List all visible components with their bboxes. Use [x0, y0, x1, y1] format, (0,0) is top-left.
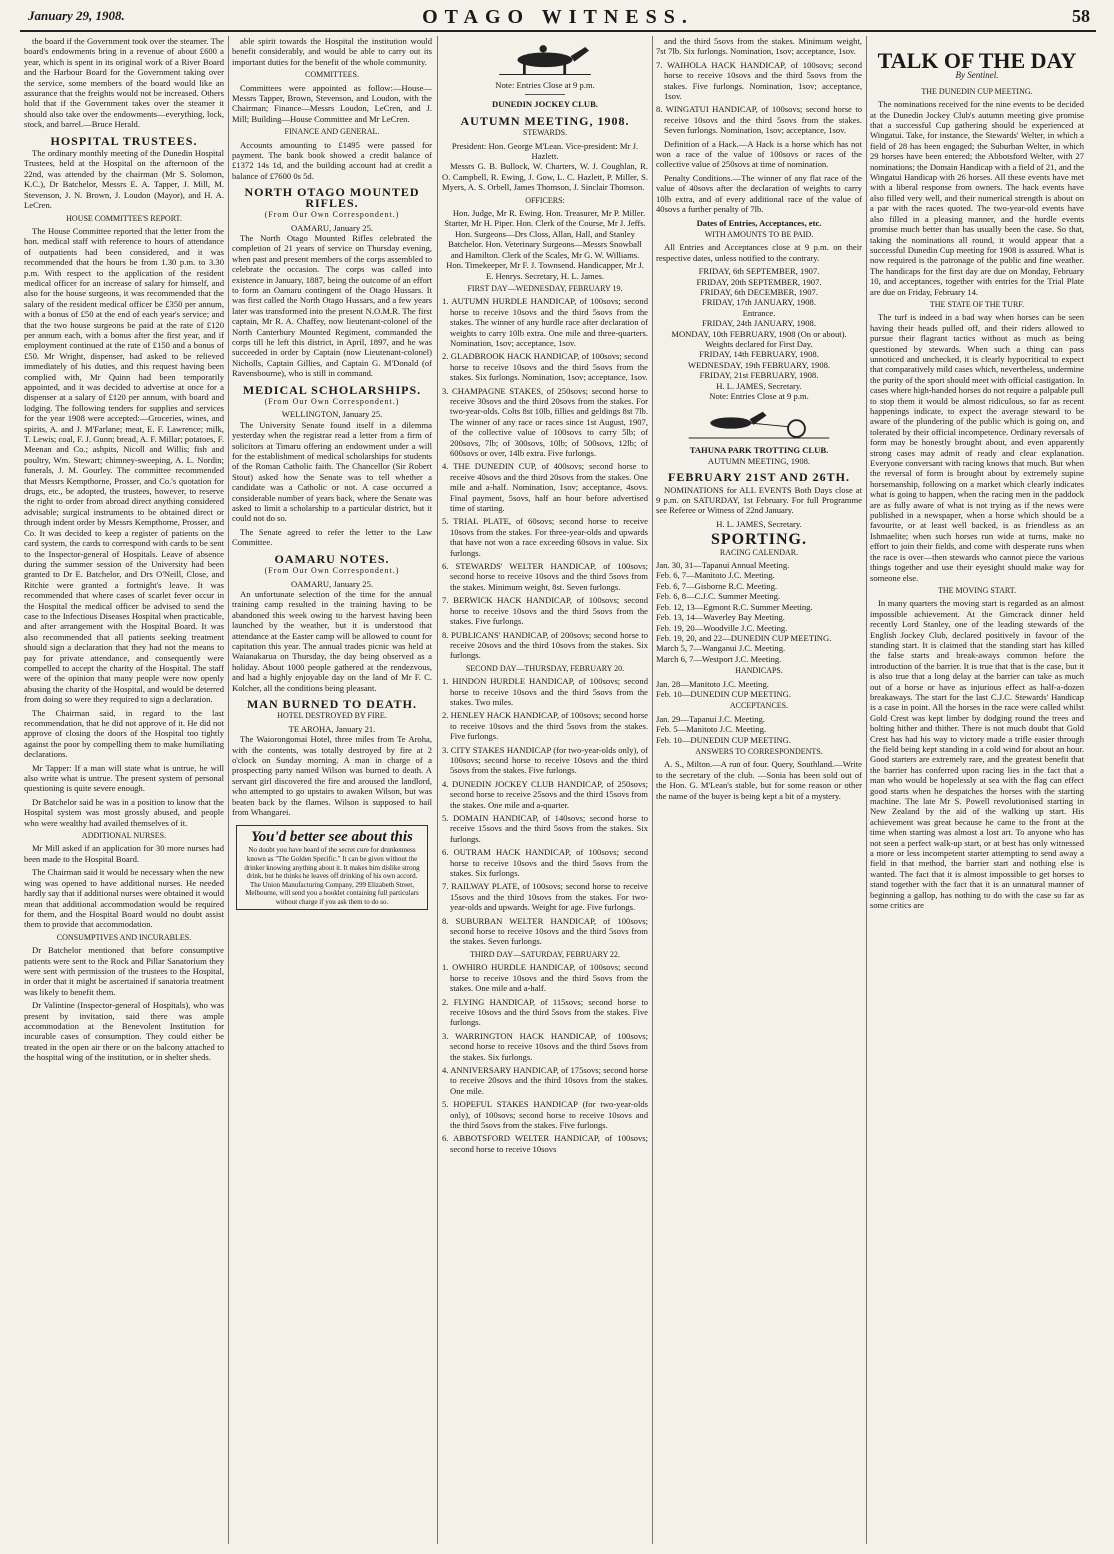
headline-man-burned: MAN BURNED TO DEATH.	[246, 696, 418, 711]
dateline: WELLINGTON, January 25.	[281, 409, 383, 420]
race-entry: 6. OUTRAM HACK HANDICAP, of 100sovs; second horse to receive 10sovs and the third 5sovs from the stakes. Six furlongs.	[442, 847, 648, 879]
article-paragraph: The House Committee reported that the letter from the hon. medical staff with reference to hours of attendance of outpatients had been considered, and it was recommended that the hours be from 1.30 p.m. to 3.30 p.m. With respect to the application of the resident medical officer for an increase of salary for himself, and also for the house surgeons, it was recommended that the salary of the resident medical officer be £350 per annum, with a bonus of £50 at the end of each year's service; and that the two house surgeons be paid at the rate of £120 per annum each, with a bonus after the first year, and if employment continued at the rate of £150 and a bonus of £50. Mr Wright, dispenser, had asked to be relieved immediately of his duties, and this request having been complied with, Mr Quinn had been temporarily appointed, and it was decided to advertise at once for a dispenser at a salary of £120 per annum, with board and lodging. The following tenders for supplies and services for the year 1908 were accepted:—Groceries, wines, and spirits, A. and J. M'Farlane; meat, E. F. Lawrence; milk, T. Lewis; coal, F. J. Gunn; bread, A. F. Millar; potatoes, F. Meenan and Co.; ashpits, Nicoll and Willis; fish and poultry, Wm. Stewart; chimney-sweeping, A. L. Nordin; funerals, J. M. Gourley. The committee recommended that Messrs Kempthorne, Prosser, and Co.'s quotation for drugs, etc., be adopted, the trustees, however, to reserve the right to order from abroad direct anything considered advisable; surgical instruments to be obtained direct or through indent order by Messrs Kempthorne, Prosser, and Co. It was decided to keep a register of patients on the card system, the cards to correspond with cards to be sent to the Inspector-general of Hospitals. Leave of absence during the summer session of the University had been granted to Dr E. Batchelor, and Drs O'Neill, Close, and Ritchie were granted a fortnight's leave. It was recommended that where cases of scarlet fever occur in the Hospital the medical officer be advised to send the case to the Infectious Diseases Hospital when practicable, and after arrangement with the Hospital Board. It was also recommended that all patients seeking treatment should sign a declaration that they had not the means to pay for private attendance, and consequently were compelled to accept the charity of the Hospital. The staff were of the opinion that many people were now openly abusing the charity of the Hospital, and would be deterred from doing so were they required to sign a declaration.	[24, 225, 224, 705]
headline-hospital-trustees: HOSPITAL TRUSTEES.	[50, 133, 198, 148]
subheading: HOUSE COMMITTEE'S REPORT.	[66, 213, 182, 223]
date-line: FRIDAY, 21st FEBRUARY, 1908.	[699, 370, 819, 381]
article-paragraph: The Senate agreed to refer the letter to the Law Committee.	[232, 526, 432, 548]
list-item: March 5, 7—Wanganui J.C. Meeting.	[656, 643, 786, 654]
article-paragraph: The nominations received for the nine events to be decided at the Dunedin Jockey Club's autumn meeting give promise that a successful Cup gathering should be experienced at Wingatui. Take, for instance, the Stewards' Welter, in which a field of 28 has been engaged; the Suburban Welter, in which 29 horses have been entered; the Abbotsford Welter, with 27 nominations; the Domain Handicap with a field of 21, and the Wingatui Handicap with 26 horses. All these events have met with a liberal response from owners. The hack events have also filled very well, and their numerical strength is about on a par with the races quoted. The two-year-old events have also filled in a pleasing manner, and the hurdle events promise much better than has usually been the case. So that, taking the nominations all round, it would appear that a successful Dunedin Cup meeting for 1908 is assured. What is now required is the patronage of the public and fine weather. The handicaps for the first day are due on Monday, February 10, and acceptances, together with entries for the Trial Plate are due on Friday, February 14.	[870, 99, 1084, 297]
article-paragraph: The North Otago Mounted Rifles celebrated the completion of 21 years of service on Thursday evening, when past and present members of the corps assembled to celebrate the occasion. The corps was called into existence in January, 1887, being the outcome of an effort to form an Oamaru contingent of the Otago Hussars. It was first called the North Otago Hussars, and a few years later was transformed into the present N.O.M.R. The first captain, Mr R. A. Chaffey, now lieutenant-colonel of the North Canterbury Mounted Regiment, commanded the corps till he left this district, in April, 1897, and he was succeeded in order by Captain (now Lieutenant-colonel) Nicholls, Captain Gillies, and Captain G. M'Donald (of Ravensbourne), who is still in command.	[232, 232, 432, 379]
list-item: Feb. 10—DUNEDIN CUP MEETING.	[656, 688, 792, 699]
subheading: COMMITTEES.	[305, 70, 359, 80]
race-day-heading: FIRST DAY—WEDNESDAY, FEBRUARY 19.	[467, 283, 623, 293]
column-rule	[866, 36, 867, 1544]
club-name: DUNEDIN JOCKEY CLUB.	[492, 99, 598, 110]
subheading: RACING CALENDAR.	[719, 547, 799, 557]
list-item: Feb. 12, 13—Egmont R.C. Summer Meeting.	[656, 601, 813, 612]
article-paragraph: Committees were appointed as follow:—House—Messrs Tapper, Brown, Stevenson, and Loudon, with the Chairman; Finance—Messrs Loudon, LeCren, and J. Mill; Building—House Committee and Mr LeCren.	[232, 82, 432, 124]
trotting-body: NOMINATIONS for ALL EVENTS Both Days close at 9 p.m. on SATURDAY, 1st February. For full Programme see Referee or Witness of 22nd January.	[656, 484, 862, 516]
article-paragraph: The Chairman said it would be necessary when the new wing was opened to have additional nurses. He needed hardly say that if additional nurses were obtained it would mean that additional accommodation would be required for them, and the Hospital Board would no doubt assist them to provide that accommodation.	[24, 867, 224, 930]
race-entry: 8. PUBLICANS' HANDICAP, of 200sovs; second horse to receive 20sovs and the third 10sovs from the stakes. Six furlongs.	[442, 629, 648, 661]
entries-note: Note: Entries Close at 9 p.m.	[709, 391, 809, 401]
race-entry: 6. STEWARDS' WELTER HANDICAP, of 100sovs; second horse to receive 10sovs and the third 5sovs from the stakes. Minimum weight, 8st. Seven furlongs.	[442, 561, 648, 592]
trotting-dates: FEBRUARY 21ST AND 26TH.	[668, 470, 850, 485]
issue-date: January 29, 1908.	[28, 8, 125, 23]
signature: H. L. JAMES, Secretary.	[716, 380, 802, 391]
article-paragraph: Dr Batchelor mentioned that before consumptive patients were sent to the Rock and Pillar Sanatorium they were sent with permission of the trustees to the Hospital, in order that it might be ascertained if sanatoria treatment was likely to benefit them.	[24, 945, 224, 997]
subheading: FINANCE AND GENERAL.	[284, 127, 380, 137]
headline-medical-scholarships: MEDICAL SCHOLARSHIPS.	[242, 382, 422, 397]
date-line: MONDAY, 10th FEBRUARY, 1908 (On or about).	[671, 328, 847, 339]
article-paragraph: The ordinary monthly meeting of the Dunedin Hospital Trustees, held at the Hospital on the afternoon of the 22nd, was attended by the chairman (Mr S. Solomon, K.C.), Dr Batchelor, Messrs E. A. Tapper, J. Mill, M. Stevenson, J. N. Brown, J. Loudon (Mayor), and H. A. LeCren.	[24, 148, 224, 211]
race-entry: 7. BERWICK HACK HANDICAP, of 100sovs; second horse to receive 10sovs and the third 5sovs from the stakes. Five furlongs.	[442, 595, 648, 627]
signature: H. L. JAMES, Secretary.	[716, 518, 802, 529]
race-day-heading: SECOND DAY—THURSDAY, FEBRUARY 20.	[465, 663, 625, 673]
column-rule	[652, 36, 653, 1544]
article-paragraph: Accounts amounting to £1495 were passed for payment. The bank book showed a credit balance of £1372 14s 1d, and the building account had at credit a balance of £7600 0s 5d.	[232, 139, 432, 181]
race-entry: 1. OWHIRO HURDLE HANDICAP, of 100sovs; second horse to receive 10sovs and the third 5sovs from the stakes. One mile and a-half.	[442, 962, 648, 994]
race-entry: 8. SUBURBAN WELTER HANDICAP, of 100sovs; second horse to receive 10sovs and the third 5sovs from the stakes. Seven furlongs.	[442, 915, 648, 947]
list-item: Feb. 19, 20—Woodville J.C. Meeting.	[656, 622, 788, 633]
list-item: Feb. 5—Manitoto J.C. Meeting.	[656, 724, 767, 735]
headline-oamaru-notes: OAMARU NOTES.	[274, 551, 390, 566]
article-paragraph: A. S., Milton.—A run of four. Query, Southland.—Write to the secretary of the club. —Sonia has been sold out of the Hon. G. M'Lean's stable, but for some reason or other the name of the buyer is being kept a bit of a mystery.	[656, 759, 862, 801]
race-entry: 3. WARRINGTON HACK HANDICAP, of 100sovs; second horse to receive 10sovs and the third 5sovs from the stakes. Six furlongs.	[442, 1030, 648, 1062]
date-line: WEDNESDAY, 19th FEBRUARY, 1908.	[687, 359, 831, 370]
headline-autumn-meeting: AUTUMN MEETING, 1908.	[460, 113, 630, 128]
race-entry: 2. FLYING HANDICAP, of 115sovs; second horse to receive 10sovs and the third 5sovs from the stakes. Five furlongs.	[442, 996, 648, 1028]
article-paragraph: The University Senate found itself in a dilemma yesterday when the registrar read a letter from a firm of solicitors at Timaru offering an endowment under a will for the establishment of medical scholarships for students of the Roman Catholic faith. The Chancellor (Sir Robert Stout) asked how the Senate was to tell whether a candidate was a Catholic or not. A case occurred a considerable number of years back, where the Senate was asked to limit a scholarship to a particular district, but it could not do so.	[232, 419, 432, 524]
race-entry: 2. GLADBROOK HACK HANDICAP, of 100sovs; second horse to receive 10sovs and the third 5sovs from the stakes. Six furlongs. Nomination, 1sov; acceptance, 1sov.	[442, 351, 648, 383]
newspaper-title: OTAGO WITNESS.	[422, 6, 694, 28]
dateline: TE AROHA, January 21.	[288, 723, 376, 734]
trotting-club-name: TAHUNA PARK TROTTING CLUB.	[689, 445, 829, 456]
list-item: Jan. 29—Tapanui J.C. Meeting.	[656, 713, 765, 724]
article-paragraph: able spirit towards the Hospital the institution would benefit considerably, and would be able to carry out its important duties for the benefit of the whole community.	[232, 36, 432, 67]
subheading: WITH AMOUNTS TO BE PAID.	[704, 229, 814, 239]
entrance-label: Entrance.	[742, 307, 776, 318]
dates-heading: Dates of Entries, Acceptances, etc.	[696, 217, 822, 228]
race-entry: and the third 5sovs from the stakes. Minimum weight, 7st 7lb. Six furlongs. Nomination, 1sov; acceptance, 1sov.	[656, 36, 862, 57]
subheading: ANSWERS TO CORRESPONDENTS.	[695, 746, 823, 756]
subheading: HOTEL DESTROYED BY FIRE.	[277, 711, 387, 721]
subheading: CONSUMPTIVES AND INCURABLES.	[56, 932, 192, 942]
race-entry: 5. DOMAIN HANDICAP, of 140sovs; second horse to receive 15sovs and the third 5sovs from the stakes. Six furlongs.	[442, 813, 648, 844]
date-line: FRIDAY, 6th SEPTEMBER, 1907.	[698, 266, 820, 277]
list-item: Feb. 6, 7—Manitoto J.C. Meeting.	[656, 570, 775, 581]
subheading: ADDITIONAL NURSES.	[81, 831, 167, 841]
penalty-paragraph: Penalty Conditions.—The winner of any flat race of the value of 40sovs after the declaration of weights to carry 10lb extra, and of every additional race of the value of 40sovs a further penalty of 7lb.	[656, 172, 862, 215]
subheading: THE DUNEDIN CUP MEETING.	[921, 86, 1033, 96]
date-line: FRIDAY, 6th DECEMBER, 1907.	[700, 286, 818, 297]
masthead	[20, 6, 1096, 32]
column-5	[870, 36, 1084, 1544]
trotting-meeting: AUTUMN MEETING, 1908.	[707, 455, 811, 466]
racing-calendar-list	[656, 560, 862, 664]
race-day-heading: THIRD DAY—SATURDAY, FEBRUARY 22.	[470, 949, 620, 959]
ad-script-heading: You'd better see about this	[251, 829, 413, 846]
subheading: THE MOVING START.	[937, 585, 1017, 595]
list-item: Jan. 30, 31—Tapanui Annual Meeting.	[656, 560, 790, 571]
article-paragraph: Dr Batchelor said he was in a position to know that the Hospital system was most grossly abused, and people who were wealthy had availed themselves of it.	[24, 796, 224, 828]
dateline: OAMARU, January 25.	[290, 222, 374, 233]
byline: By Sentinel.	[955, 70, 999, 81]
entries-note: Note: Entries Close at 9 p.m.	[495, 80, 595, 90]
article-paragraph: The Chairman said, in regard to the last recommendation, that he did not approve of it. He did not approve of closing the doors of the Hospital too tightly against the poor by compelling them to make humiliating declarations.	[24, 707, 224, 760]
headline-north-otago-rifles: NORTH OTAGO MOUNTED RIFLES.	[244, 185, 420, 210]
column-1	[24, 36, 224, 1544]
racehorse-vignette-icon	[490, 38, 600, 78]
list-item: Feb. 13, 14—Waverley Bay Meeting.	[656, 612, 785, 623]
date-line: FRIDAY, 14th FEBRUARY, 1908.	[699, 349, 819, 360]
ad-body: No doubt you have heard of the secret cure for drunkenness known as "The Golden Specific." It can be given without the drinker knowing anything about it. It makes him dislike strong drink, but he thinks he leaves off drinking of his own accord. The Union Manufacturing Company, 299 Elizabeth Street, Melbourne, will send you a booklet containing full particulars without charge if you ask them to do so.	[244, 846, 420, 906]
race-entry: 1. HINDON HURDLE HANDICAP, of 100sovs; second horse to receive 10sovs and the third 5sovs from the stakes. Two miles.	[442, 676, 648, 707]
race-entry: 3. CITY STAKES HANDICAP (for two-year-olds only), of 100sovs; second horse to receive 10sovs and the third 5sovs from the stakes. Five furlongs.	[442, 744, 648, 776]
credit-line: (From Our Own Correspondent.)	[264, 397, 400, 406]
subheading: STEWARDS.	[522, 128, 568, 138]
trotting-horse-icon	[684, 403, 834, 443]
page-number: 58	[1072, 6, 1090, 26]
dates-paragraph: All Entries and Acceptances close at 9 p.m. on their respective dates, unless notified to the contrary.	[656, 242, 862, 263]
list-item: March 6, 7—Westport J.C. Meeting.	[656, 653, 782, 664]
race-entry: 1. AUTUMN HURDLE HANDICAP, of 100sovs; second horse to receive 10sovs and the third 5sovs from the stakes. The winner of any hurdle race after declaration of weights to carry 10lb extra. One mile and three-quarters. Nomination, 1sov; acceptance, 1sov.	[442, 296, 648, 348]
advertisement-golden-specific	[236, 825, 428, 909]
subheading: HANDICAPS.	[735, 666, 783, 676]
definition-paragraph: Definition of a Hack.—A Hack is a horse which has not won a race of the value of 100sovs or races of the collective value of 250sovs at time of nomination.	[656, 138, 862, 170]
credit-line: (From Our Own Correspondent.)	[264, 566, 400, 576]
article-paragraph: Dr Valintine (Inspector-general of Hospitals), who was present by invitation, said there was ample accommodation at the Benevolent Institution for incurable cases of consumption. They could either be treated in the open air there or on the balcony attached to the hospital wing of the institution, or in shelter sheds.	[24, 1000, 224, 1063]
race-entry: 5. HOPEFUL STAKES HANDICAP (for two-year-olds only), of 100sovs; second horse to receive 10sovs and the third 5sovs from the stakes. Five furlongs.	[442, 1099, 648, 1130]
list-item: Feb. 6, 8—C.J.C. Summer Meeting.	[656, 591, 781, 602]
column-3	[442, 36, 648, 1544]
headline-sporting: SPORTING.	[710, 531, 807, 549]
officers-list: Hon. Judge, Mr R. Ewing. Hon. Treasurer, Mr P. Miller. Starter, Mr H. Piper. Hon. Clerk of the Course, Mr J. Jeffs. Hon. Surgeons—Drs Closs, Allan, Hall, and Stanley Batchelor. Hon. Veterinary Surgeons—Messrs Snowball and Hamilton. Clerk of the Scales, Mr G. W. Williams. Hon. Timekeeper, Mr F. J. Townsend. Handicapper, Mr J. E. Henrys. Secretary, H. L. James.	[444, 208, 646, 281]
race-entry: 3. CHAMPAGNE STAKES, of 250sovs; second horse to receive 30sovs and the third 20sovs from the stakes. For two-year-olds. Colts 8st 10lb, fillies and geldings 8st 7lb. The winner of any race or races since 1st August, 1907, of the collective value of 100sovs to carry 5lb; of 200sovs, 7lb; of 300sovs, 10lb; of 500sovs, 12lb; of 600sovs or over, 14lb extra. Five furlongs.	[442, 385, 648, 458]
subheading: ACCEPTANCES.	[729, 701, 789, 711]
president-line: President: Hon. George M'Lean. Vice-president: Mr J. Hazlett.	[451, 140, 639, 162]
article-paragraph: The turf is indeed in a bad way when horses can be seen having their heads pulled off, and their riders allowed to pursue their flagrant tactics without as much as being questioned by stewards. When such a thing can pass unnoticed and unchecked, it is clearly hypocritical to expect that comparatively mild cases which, nevertheless, undermine the purity of the sport should meet with official castigation. In cases where high-handed horses do not require a palpable pull to stop them it would be almost ridiculous, so far as recent happenings indicate, to expect the average steward to be aware of the plundering of the public which is going on, and tolerated by their official incompetence. Ordinary reversals of form may be honestly brought about, and even apparently strong cases may admit of ready and clear explanation. Everyone conversant with racing knows that much. But when the reversal of form is brought about by extremely supine horsemanship, following on a market which clearly indicates what is going to happen, when the racing men in the paddock are as fully aware of what is not trying as if the news were published in a newspaper, when a horse which should be a favourite, or at least well backed, is as friendless as an Ishmaelite; when such horses run wide at turns, make no effort to join their fields, and come with desperate runs when the race is over—then stewards who cannot piece the various things together and use their eyesight should make way for someone else.	[870, 312, 1084, 583]
race-entry: 4. THE DUNEDIN CUP, of 400sovs; second horse to receive 40sovs and the third 20sovs from the stakes. One mile and a-half. Nomination, 1sov; acceptance, 4sovs. Final payment, 5sovs, half an hour before advertised time of starting.	[442, 461, 648, 514]
race-entry: 7. RAILWAY PLATE, of 100sovs; second horse to receive 15sovs and the third 10sovs from the stakes. For two-year-olds and upwards. Weight for age. Five furlongs.	[442, 881, 648, 913]
list-item: Jan. 28—Manitoto J.C. Meeting.	[656, 678, 769, 689]
article-paragraph: An unfortunate selection of the time for the annual training camp resulted in the training having to be abandoned this week owing to the harvest having been launched by the weather, but it is understood that attendance at the Easter camp will be allowed to count for capitation this year. The annual trades picnic was held at Waianakarua on Thursday, the day being observed as a holiday. About 1000 people gathered at the rendezvous, and had a highly enjoyable day on the land of Mr F. C. Kolcher, all the conditions being pleasant.	[232, 588, 432, 693]
column-4	[656, 36, 862, 1544]
date-line: FRIDAY, 24th JANUARY, 1908.	[702, 318, 816, 329]
list-item: Feb. 6, 7—Gisborne R.C. Meeting.	[656, 580, 778, 591]
column-rule	[437, 36, 438, 1544]
race-entry: 5. TRIAL PLATE, of 60sovs; second horse to receive 10sovs from the stakes. For three-year-olds and upwards that have not won a race exceeding 60sovs in value. Six furlongs.	[442, 516, 648, 558]
article-paragraph: In many quarters the moving start is regarded as an almost impossible achievement. At the Gimcrack dinner held recently Lord Stanley, one of the leading stewards of the English Jockey Club, declared positively in favour of the standing start. It is claimed that the standing start has killed the false starts and break-aways common before the introduction of the barrier. It is true that that is the case, but it is also true that a long delay at the barrier can take as much out of a horse or have as injurious effect as half-a-dozen breakaways. The start for the last C.J.C. Stewards' Handicap is a case in point. All the horses in the race were called whilst Gold Crest was kept limber by dodging round the trees and bolting hither and thither. There is not much doubt that Gold Crest has had his way to victory made a trifle easier through the field being kept standing in a cold wind for about an hour. Good starters are extremely rare, and the greatest benefit that the barrier has conferred upon racing lies in the fact that a man who would be hopelessly at sea with the flag can effect good starts when he despatches the horses with the starting machine. The late Mr S. Powell revolutionised starting in New Zealand by the aid of the walking up start. His achievement was great because he came to the front at the time when starting was almost a lost art. To anyone who has not seen a perfect walk-up start, or at best has only witnessed a more or less incompetent starter attempting to send away a field in that method, the barrier start and nothing else is wanted. The fact that it is almost impossible to get horses to stand together with the fact that it is an unnatural manner of beginning a gallop, has nothing to do with the case so far as some critics are	[870, 598, 1084, 911]
list-item: Feb. 19, 20, and 22—DUNEDIN CUP MEETING.	[656, 632, 832, 643]
subheading: OFFICERS:	[525, 195, 565, 205]
article-paragraph: Mr Tapper: If a man will state what is untrue, he will also write what is untrue. The present system of personal questioning is quite severe enough.	[24, 762, 224, 794]
date-line: FRIDAY, 17th JANUARY, 1908.	[702, 297, 816, 308]
race-entry: 8. WINGATUI HANDICAP, of 100sovs; second horse to receive 10sovs and the third 5sovs from the stakes. Seven furlongs. Nomination, 1sov; acceptance, 1sov.	[656, 104, 862, 136]
headline-talk-of-the-day: TALK OF THE DAY	[877, 48, 1077, 73]
date-line: Weights declared for First Day.	[705, 338, 813, 349]
dateline: OAMARU, January 25.	[290, 578, 374, 589]
race-entry: 6. ABBOTSFORD WELTER HANDICAP, of 100sovs; second horse to receive 10sovs	[442, 1133, 648, 1154]
race-entry: 4. DUNEDIN JOCKEY CLUB HANDICAP, of 250sovs; second horse to receive 25sovs and the third 15sovs from the stakes. One mile and a-quarter.	[442, 778, 648, 810]
credit-line: (From Our Own Correspondent.)	[264, 210, 400, 220]
column-rule	[228, 36, 229, 1544]
race-entry: 7. WAIHOLA HACK HANDICAP, of 100sovs; second horse to receive 10sovs and the third 5sovs from the stakes. Five furlongs. Nomination, 1sov; acceptance, 1sov.	[656, 59, 862, 102]
article-paragraph: The Waiorongomai Hotel, three miles from Te Aroha, with the contents, was totally destroyed by fire at 2 o'clock on Sunday morning. A man in charge of a prospecting party named Wilson was burned to death. A servant girl discovered the fire and aroused the landlord, who attempted to go upstairs to awaken Wilson, but was beaten back by the flames. Wilson is supposed to hail from Whangarei.	[232, 734, 432, 818]
list-item: Feb. 10—DUNEDIN CUP MEETING.	[656, 734, 792, 745]
subheading: THE STATE OF THE TURF.	[929, 299, 1025, 309]
race-entry: 2. HENLEY HACK HANDICAP, of 100sovs; second horse to receive 10sovs and the third 5sovs from the stakes. Five furlongs.	[442, 710, 648, 742]
divider	[525, 94, 565, 95]
race-entry: 4. ANNIVERSARY HANDICAP, of 175sovs; second horse to receive 20sovs and the third 10sovs from the stakes. One mile.	[442, 1064, 648, 1096]
date-line: FRIDAY, 20th SEPTEMBER, 1907.	[696, 276, 822, 287]
column-2	[232, 36, 432, 1544]
stewards-list: Messrs G. B. Bullock, W. Charters, W. J. Coughlan, R. O. Campbell, R. Ewing, J. Gow, L. C. Hazlett, P. Miller, S. Myers, A. S. Orbell, James Thomson, J. Sinclair Thomson.	[442, 161, 648, 193]
article-paragraph: Mr Mill asked if an application for 30 more nurses had been made to the Hospital Board.	[24, 843, 224, 864]
article-paragraph: the board if the Government took over the steamer. The board's endowments bring in a revenue of about £600 a year, which is spent in its original work of a River Board and the Harbour Board for the Government taking over the service, some members of the board would like an assurance that the freights would not be increased. Others hold that if the Government takes over the steamer it should also take over the endowments—everything, lock, stock, and barrel.—Bruce Herald.	[24, 36, 224, 130]
